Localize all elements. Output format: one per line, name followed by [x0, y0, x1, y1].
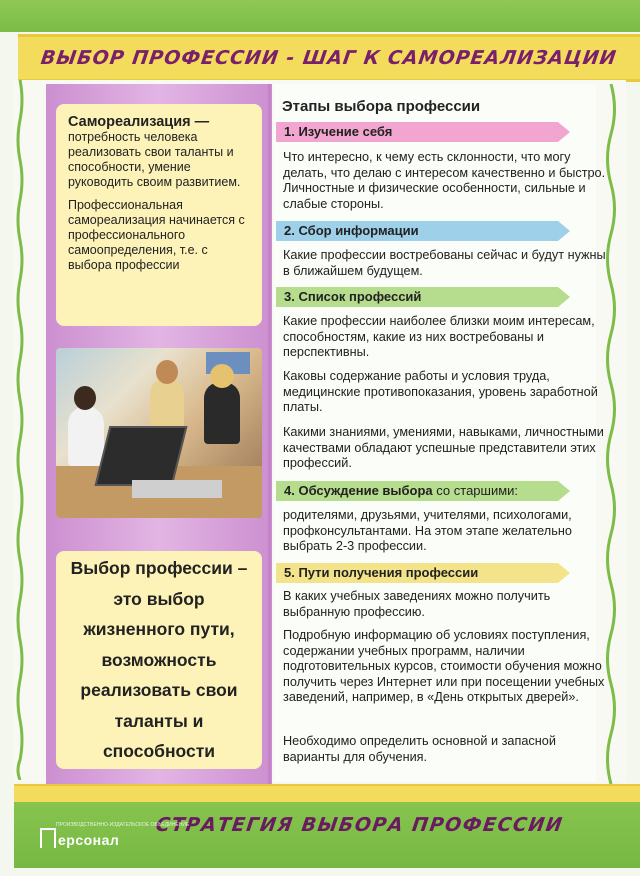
- step-header-2: [276, 221, 576, 241]
- step-text: Необходимо определить основной и запасной варианты для обучения.: [283, 734, 556, 764]
- step-header-5: [276, 563, 576, 583]
- step-title: 4. Обсуждение выбора со старшими:: [284, 483, 519, 498]
- step-text: Что интересно, к чему есть склонности, что могу делать, что делаю с интересом качественно и быстро. Личностные и физические особенности, сильные и слабые стороны.: [283, 150, 606, 211]
- definition-text: потребность человека реализовать свои таланты и способности, умение руководить своим развитием.: [68, 130, 241, 189]
- laptop-icon: [95, 426, 188, 486]
- logo-p-icon: [40, 828, 56, 848]
- step-text: Какие профессии наиболее близки моим интересам, способностям, какие из них востребованы и перспективны.: [283, 314, 595, 360]
- quote-box: [56, 551, 262, 769]
- step-header-3: [276, 287, 576, 307]
- footer-title: СТРАТЕГИЯ ВЫБОРА ПРОФЕССИИ: [154, 814, 565, 836]
- step-header-4: [276, 481, 576, 501]
- definition-text-2: Профессиональная самореализация начинается с профессионального самоопределения, т.е. с выбора профессии: [68, 198, 245, 272]
- steps-title: Этапы выбора профессии: [282, 98, 481, 115]
- header-banner: [18, 34, 640, 82]
- left-vine-decoration: [16, 80, 24, 780]
- step-text: Каковы содержание работы и условия труда, медицинские противопоказания, уровень заработной платы.: [283, 369, 598, 415]
- step-text: Какими знаниями, умениями, навыками, личностными качествами обладают успешные представители этих профессий.: [283, 425, 604, 471]
- column-divider: [268, 84, 271, 784]
- students-photo: [56, 348, 262, 518]
- step-text: Подробную информацию об условиях поступления, содержании учебных программ, наличии подготовительных курсов, стоимости обучения можно получить через Интернет или при посещении учебных заведений, например, в «День открытых дверей».: [283, 628, 605, 705]
- step-text: Какие профессии востребованы сейчас и будут нужны в ближайшем будущем.: [283, 248, 606, 278]
- step-text: родителями, друзьями, учителями, психологами, профконсультантами. На этом этапе желательно выбрать 2-3 профессии.: [283, 508, 572, 554]
- footer-yellow-band: [14, 784, 640, 804]
- step-title: 5. Пути получения профессии: [284, 565, 479, 580]
- step-title: 1. Изучение себя: [284, 124, 393, 139]
- step-header-1: [276, 122, 576, 142]
- top-green-band: [0, 0, 640, 32]
- quote-text: Выбор профессии – это выбор жизненного пути, возможность реализовать свои таланты и способности: [70, 558, 248, 762]
- page-title: ВЫБОР ПРОФЕССИИ - ШАГ К САМОРЕАЛИЗАЦИИ: [39, 47, 619, 69]
- definition-box: [56, 104, 262, 326]
- logo-caption: ПРОИЗВОДСТВЕННО-ИЗДАТЕЛЬСКОЕ ОБЪЕДИНЕНИЕ: [56, 822, 190, 828]
- definition-term: Самореализация —: [68, 114, 210, 130]
- step-text: В каких учебных заведениях можно получить выбранную профессию.: [283, 589, 551, 619]
- step-title: 3. Список профессий: [284, 289, 422, 304]
- step-title: 2. Сбор информации: [284, 223, 419, 238]
- publisher-logo: [40, 828, 119, 848]
- logo-text: ерсонал: [58, 832, 120, 848]
